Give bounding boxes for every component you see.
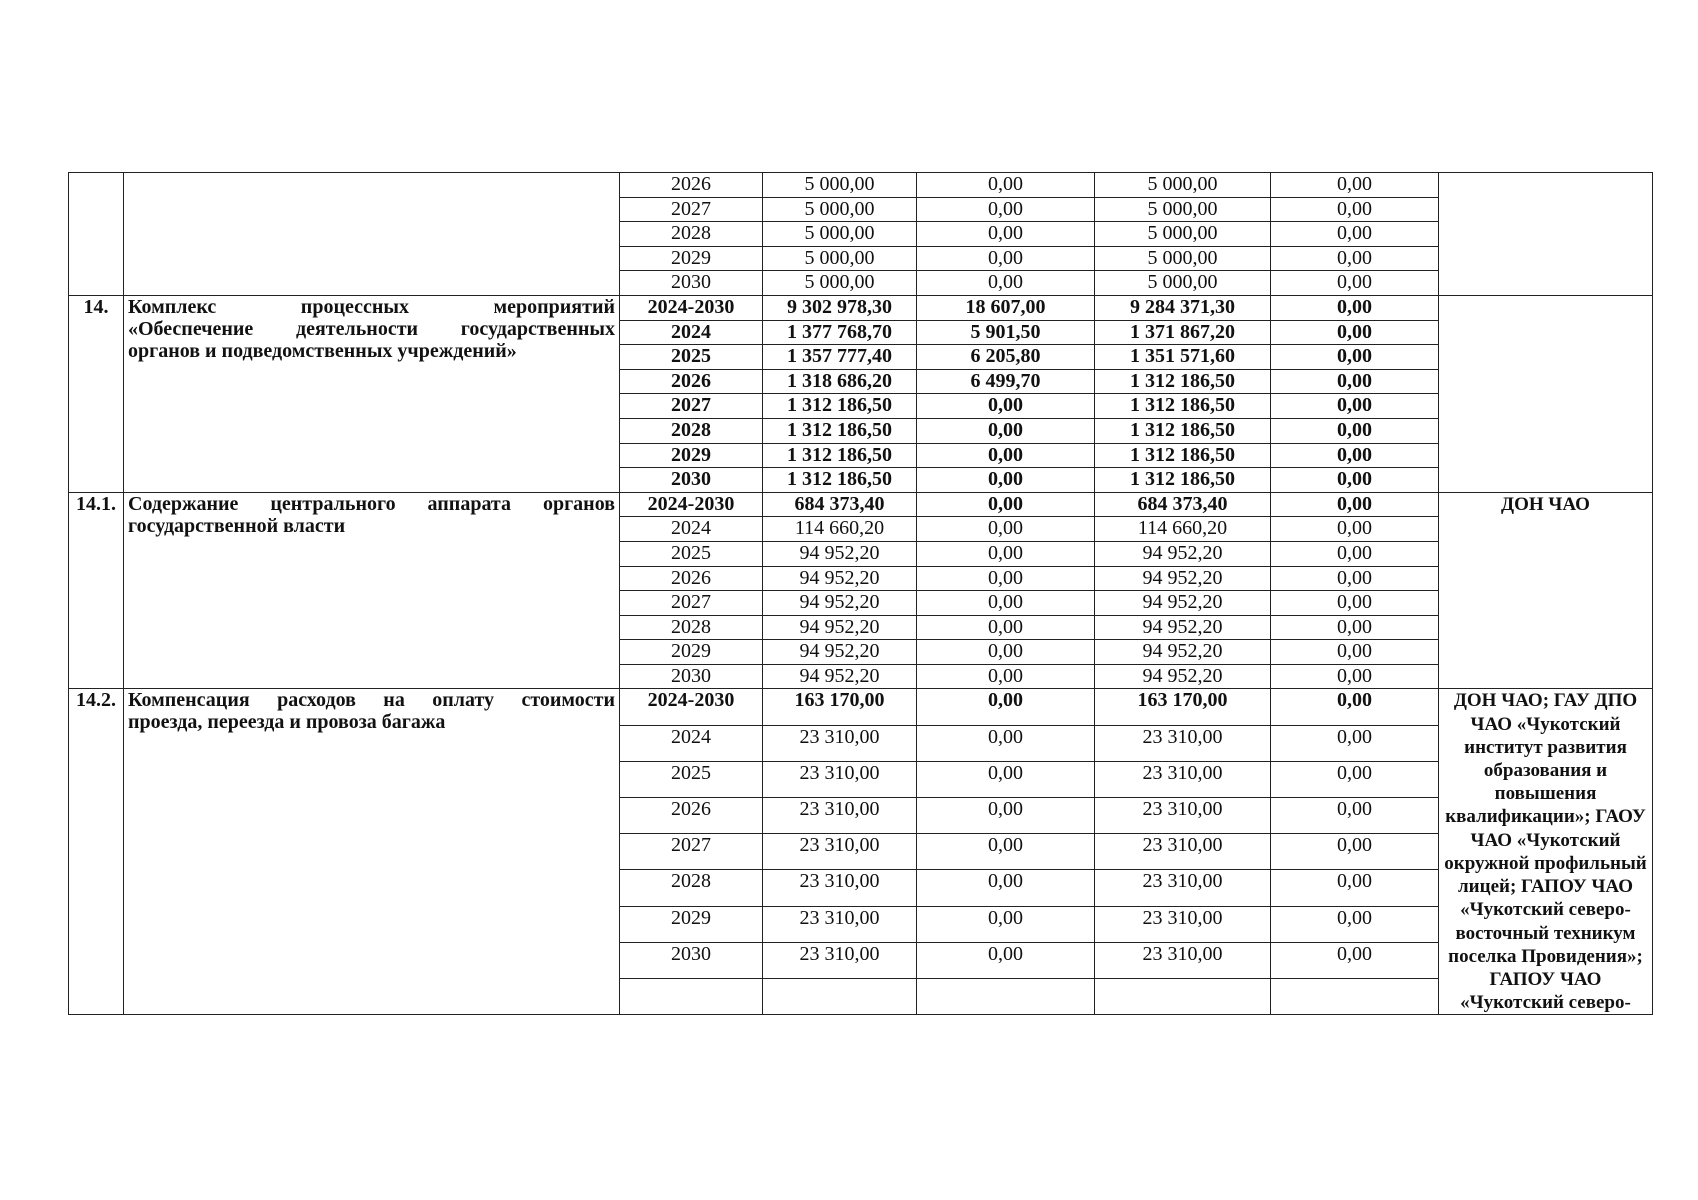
amount-cell: 0,00	[917, 906, 1095, 942]
responsible-executor	[1439, 173, 1653, 296]
amount-cell: 23 310,00	[1095, 798, 1271, 834]
amount-cell: 5 000,00	[763, 197, 917, 222]
amount-cell: 23 310,00	[1095, 942, 1271, 978]
amount-cell: 18 607,00	[917, 295, 1095, 320]
amount-cell: 0,00	[1271, 906, 1439, 942]
table-body	[69, 173, 1653, 1015]
table-row	[69, 295, 1653, 320]
year-cell: 2027	[620, 394, 763, 419]
amount-cell: 1 312 186,50	[1095, 468, 1271, 493]
amount-cell: 0,00	[1271, 591, 1439, 616]
year-cell: 2028	[620, 615, 763, 640]
year-cell: 2029	[620, 640, 763, 665]
year-cell: 2025	[620, 761, 763, 797]
year-cell: 2029	[620, 246, 763, 271]
table-row	[69, 492, 1653, 517]
year-cell: 2027	[620, 591, 763, 616]
amount-cell: 0,00	[1271, 246, 1439, 271]
amount-cell: 5 901,50	[917, 320, 1095, 345]
amount-cell: 5 000,00	[1095, 271, 1271, 296]
amount-cell: 1 377 768,70	[763, 320, 917, 345]
item-number: 14.2.	[69, 689, 124, 1015]
amount-cell: 0,00	[1271, 320, 1439, 345]
amount-cell: 0,00	[917, 664, 1095, 689]
item-name-line: государственной власти	[128, 514, 346, 537]
amount-cell: 0,00	[1271, 689, 1439, 725]
amount-cell: 0,00	[1271, 222, 1439, 247]
item-name-line: органов и подведомственных учреждений»	[128, 339, 517, 362]
amount-cell: 5 000,00	[763, 173, 917, 198]
item-number	[69, 173, 124, 296]
amount-cell: 23 310,00	[1095, 834, 1271, 870]
amount-cell: 94 952,20	[763, 591, 917, 616]
amount-cell: 1 312 186,50	[763, 468, 917, 493]
amount-cell: 94 952,20	[1095, 591, 1271, 616]
amount-cell: 94 952,20	[1095, 664, 1271, 689]
amount-cell: 0,00	[1271, 942, 1439, 978]
amount-cell: 0,00	[1271, 640, 1439, 665]
year-cell: 2025	[620, 345, 763, 370]
amount-cell: 23 310,00	[763, 761, 917, 797]
amount-cell: 1 312 186,50	[763, 418, 917, 443]
year-cell: 2024-2030	[620, 295, 763, 320]
amount-cell: 1 371 867,20	[1095, 320, 1271, 345]
amount-cell: 6 499,70	[917, 369, 1095, 394]
year-cell: 2026	[620, 369, 763, 394]
amount-cell: 23 310,00	[763, 870, 917, 906]
amount-cell: 23 310,00	[1095, 906, 1271, 942]
amount-cell: 5 000,00	[763, 246, 917, 271]
year-cell: 2027	[620, 197, 763, 222]
year-cell: 2027	[620, 834, 763, 870]
empty-cell	[763, 979, 917, 1015]
amount-cell: 23 310,00	[1095, 870, 1271, 906]
item-name-line: Комплекс процессных мероприятий	[128, 295, 615, 318]
amount-cell: 0,00	[1271, 725, 1439, 761]
item-name-line: Компенсация расходов на оплату стоимости	[128, 689, 615, 712]
amount-cell: 94 952,20	[763, 566, 917, 591]
amount-cell: 0,00	[917, 725, 1095, 761]
year-cell: 2030	[620, 664, 763, 689]
amount-cell: 23 310,00	[763, 725, 917, 761]
responsible-executor: ДОН ЧАО; ГАУ ДПО ЧАО «Чукотский институт развития образования и повышения квалификации»; ГАОУ ЧАО «Чукотский окружной профильный лицей; ГАПОУ ЧАО «Чукотский северо-восточный техникум поселка Провидения»; ГАПОУ ЧАО «Чукотский северо-	[1439, 689, 1653, 1015]
amount-cell: 0,00	[1271, 664, 1439, 689]
amount-cell: 5 000,00	[1095, 173, 1271, 198]
empty-cell	[1271, 979, 1439, 1015]
amount-cell: 0,00	[917, 640, 1095, 665]
amount-cell: 23 310,00	[763, 942, 917, 978]
item-name	[124, 492, 620, 689]
amount-cell: 5 000,00	[1095, 222, 1271, 247]
amount-cell: 0,00	[1271, 443, 1439, 468]
amount-cell: 94 952,20	[763, 615, 917, 640]
year-cell: 2030	[620, 942, 763, 978]
table-row	[69, 689, 1653, 725]
amount-cell: 0,00	[1271, 197, 1439, 222]
amount-cell: 5 000,00	[1095, 246, 1271, 271]
table-row	[69, 173, 1653, 198]
amount-cell: 0,00	[917, 761, 1095, 797]
amount-cell: 0,00	[917, 443, 1095, 468]
amount-cell: 0,00	[917, 615, 1095, 640]
amount-cell: 0,00	[1271, 369, 1439, 394]
year-cell: 2026	[620, 798, 763, 834]
amount-cell: 1 312 186,50	[1095, 418, 1271, 443]
year-cell: 2026	[620, 566, 763, 591]
amount-cell: 0,00	[917, 492, 1095, 517]
amount-cell: 5 000,00	[763, 222, 917, 247]
amount-cell: 0,00	[1271, 615, 1439, 640]
item-name	[124, 173, 620, 296]
amount-cell: 0,00	[1271, 295, 1439, 320]
amount-cell: 684 373,40	[1095, 492, 1271, 517]
amount-cell: 684 373,40	[763, 492, 917, 517]
item-name-line: Содержание центрального аппарата органов	[128, 492, 615, 515]
amount-cell: 0,00	[1271, 271, 1439, 296]
amount-cell: 0,00	[917, 222, 1095, 247]
amount-cell: 0,00	[917, 689, 1095, 725]
amount-cell: 9 284 371,30	[1095, 295, 1271, 320]
amount-cell: 0,00	[917, 942, 1095, 978]
year-cell: 2024-2030	[620, 689, 763, 725]
item-number: 14.1.	[69, 492, 124, 689]
item-name	[124, 295, 620, 492]
amount-cell: 0,00	[1271, 173, 1439, 198]
amount-cell: 0,00	[917, 418, 1095, 443]
item-name-line: «Обеспечение деятельности государственных	[128, 317, 615, 340]
empty-cell	[917, 979, 1095, 1015]
amount-cell: 94 952,20	[763, 541, 917, 566]
year-cell: 2026	[620, 173, 763, 198]
amount-cell: 0,00	[917, 271, 1095, 296]
amount-cell: 0,00	[1271, 517, 1439, 542]
amount-cell: 0,00	[1271, 541, 1439, 566]
amount-cell: 0,00	[1271, 870, 1439, 906]
amount-cell: 0,00	[917, 541, 1095, 566]
amount-cell: 6 205,80	[917, 345, 1095, 370]
amount-cell: 0,00	[917, 798, 1095, 834]
amount-cell: 0,00	[917, 468, 1095, 493]
amount-cell: 94 952,20	[1095, 541, 1271, 566]
amount-cell: 0,00	[917, 246, 1095, 271]
responsible-executor: ДОН ЧАО	[1439, 492, 1653, 689]
year-cell: 2024	[620, 320, 763, 345]
amount-cell: 23 310,00	[1095, 725, 1271, 761]
year-cell: 2028	[620, 870, 763, 906]
amount-cell: 163 170,00	[1095, 689, 1271, 725]
amount-cell: 0,00	[917, 566, 1095, 591]
budget-table	[68, 172, 1653, 1015]
year-cell: 2030	[620, 271, 763, 296]
amount-cell: 5 000,00	[1095, 197, 1271, 222]
amount-cell: 0,00	[917, 197, 1095, 222]
amount-cell: 0,00	[1271, 798, 1439, 834]
amount-cell: 94 952,20	[1095, 640, 1271, 665]
amount-cell: 0,00	[1271, 566, 1439, 591]
amount-cell: 1 357 777,40	[763, 345, 917, 370]
amount-cell: 5 000,00	[763, 271, 917, 296]
year-cell: 2024	[620, 517, 763, 542]
amount-cell: 0,00	[917, 517, 1095, 542]
amount-cell: 1 312 186,50	[763, 394, 917, 419]
amount-cell: 0,00	[1271, 492, 1439, 517]
year-cell: 2029	[620, 443, 763, 468]
amount-cell: 1 312 186,50	[1095, 369, 1271, 394]
year-cell: 2029	[620, 906, 763, 942]
amount-cell: 0,00	[917, 870, 1095, 906]
amount-cell: 114 660,20	[763, 517, 917, 542]
amount-cell: 0,00	[1271, 468, 1439, 493]
amount-cell: 0,00	[1271, 834, 1439, 870]
amount-cell: 1 318 686,20	[763, 369, 917, 394]
amount-cell: 0,00	[917, 173, 1095, 198]
amount-cell: 114 660,20	[1095, 517, 1271, 542]
amount-cell: 1 312 186,50	[763, 443, 917, 468]
item-number: 14.	[69, 295, 124, 492]
amount-cell: 163 170,00	[763, 689, 917, 725]
amount-cell: 1 351 571,60	[1095, 345, 1271, 370]
empty-cell	[620, 979, 763, 1015]
item-name	[124, 689, 620, 1015]
amount-cell: 94 952,20	[1095, 566, 1271, 591]
year-cell: 2024-2030	[620, 492, 763, 517]
amount-cell: 0,00	[1271, 761, 1439, 797]
empty-cell	[1095, 979, 1271, 1015]
amount-cell: 0,00	[917, 591, 1095, 616]
amount-cell: 1 312 186,50	[1095, 394, 1271, 419]
amount-cell: 1 312 186,50	[1095, 443, 1271, 468]
amount-cell: 0,00	[917, 394, 1095, 419]
amount-cell: 0,00	[1271, 345, 1439, 370]
item-name-line: проезда, переезда и провоза багажа	[128, 711, 446, 734]
responsible-executor	[1439, 295, 1653, 492]
amount-cell: 0,00	[917, 834, 1095, 870]
amount-cell: 23 310,00	[763, 906, 917, 942]
year-cell: 2028	[620, 222, 763, 247]
amount-cell: 94 952,20	[763, 664, 917, 689]
amount-cell: 0,00	[1271, 418, 1439, 443]
amount-cell: 23 310,00	[1095, 761, 1271, 797]
amount-cell: 23 310,00	[763, 798, 917, 834]
amount-cell: 23 310,00	[763, 834, 917, 870]
year-cell: 2030	[620, 468, 763, 493]
amount-cell: 94 952,20	[763, 640, 917, 665]
year-cell: 2024	[620, 725, 763, 761]
amount-cell: 94 952,20	[1095, 615, 1271, 640]
amount-cell: 9 302 978,30	[763, 295, 917, 320]
year-cell: 2028	[620, 418, 763, 443]
amount-cell: 0,00	[1271, 394, 1439, 419]
year-cell: 2025	[620, 541, 763, 566]
